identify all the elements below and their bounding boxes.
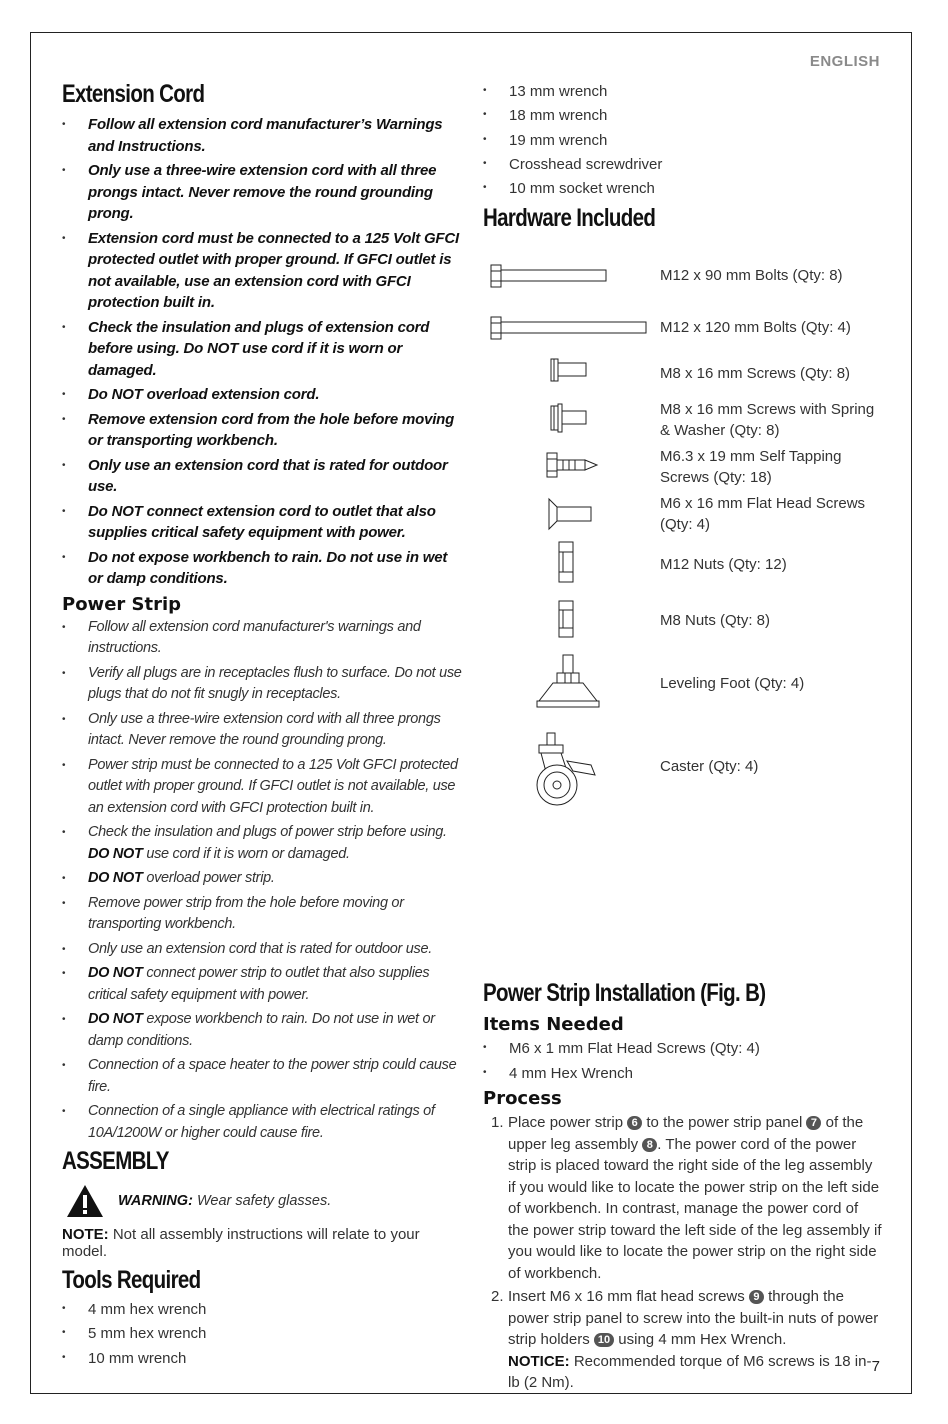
notice-label: NOTICE: <box>508 1352 570 1370</box>
hardware-label: M12 x 90 mm Bolts (Qty: 8) <box>660 267 843 285</box>
list-item: • Only use a three-wire extension cord with all three prongs intact. Never remove the round grounding prong. <box>62 160 462 225</box>
step-number: 1. <box>491 1114 504 1132</box>
hardware-label: M8 x 16 mm Screws with Spring & Washer (Qty: 8) <box>660 401 875 440</box>
extension-cord-heading: Extension Cord <box>62 80 205 108</box>
tools-required-heading: Tools Required <box>62 1266 201 1294</box>
page-number: 7 <box>871 1358 880 1375</box>
power-strip-heading: Power Strip <box>62 593 182 615</box>
list-item: • Do NOT overload extension cord. <box>62 384 462 406</box>
do-not-label: DO NOT <box>88 845 143 862</box>
warning-text <box>118 1193 331 1209</box>
list-item: • Connection of a single appliance with electrical ratings of 10A/1200W or higher could cause fire. <box>62 1101 462 1144</box>
list-item <box>62 868 462 890</box>
note-text: Not all assembly instructions will relate to your model. <box>62 1226 420 1260</box>
do-not-label: DO NOT <box>88 1011 143 1027</box>
step-text: to the power strip panel <box>642 1114 807 1132</box>
hardware-included-heading: Hardware Included <box>483 204 656 233</box>
list-item-text: connect power strip to outlet that also supplies critical safety equipment with power. <box>88 965 430 1003</box>
list-item <box>62 963 462 1006</box>
process-steps <box>483 1112 883 1394</box>
part-number-badge: 9 <box>749 1290 764 1304</box>
items-needed-list <box>483 1037 883 1086</box>
screw-icon <box>549 357 589 383</box>
list-item: • 10 mm wrench <box>62 1347 462 1371</box>
list-item: • Do NOT connect extension cord to outlet that also supplies critical safety equipment with power. <box>62 501 462 544</box>
tools-list-left <box>62 1298 462 1371</box>
list-item-text: Check the insulation and plugs of power strip before using. <box>88 824 447 840</box>
list-item: • Only use an extension cord that is rated for outdoor use. <box>62 455 462 498</box>
process-heading: Process <box>483 1088 562 1110</box>
note <box>62 1226 462 1260</box>
m8-nut-icon <box>557 599 577 639</box>
list-item-text: use cord if it is worn or damaged. <box>146 845 350 862</box>
caster-icon <box>529 731 601 811</box>
list-item: • Follow all extension cord manufacturer’s Warnings and Instructions. <box>62 114 462 157</box>
list-item: • 4 mm hex wrench <box>62 1298 462 1322</box>
right-column <box>483 80 883 1396</box>
notice-text: Recommended torque of M6 screws is 18 in-lb (2 Nm). <box>508 1352 872 1392</box>
hardware-list <box>483 245 883 805</box>
extension-cord-list <box>62 114 462 590</box>
list-item: • 18 mm wrench <box>483 104 883 128</box>
assembly-heading: ASSEMBLY <box>62 1147 169 1175</box>
part-number-badge: 6 <box>627 1116 642 1130</box>
m12-nut-icon <box>557 540 577 584</box>
list-item: • 13 mm wrench <box>483 80 883 104</box>
bolt-120-icon <box>489 315 649 341</box>
bolt-90-icon <box>489 263 609 289</box>
part-number-badge: 7 <box>806 1116 821 1130</box>
list-item: • 4 mm Hex Wrench <box>483 1062 883 1086</box>
step-number: 2. <box>491 1288 504 1306</box>
spring-washer-screw-icon <box>549 403 589 433</box>
list-item: • Remove power strip from the hole before moving or transporting workbench. <box>62 893 462 936</box>
list-item: • Power strip must be connected to a 125 Volt GFCI protected outlet with proper ground. If GFCI outlet is not available, use an extension cord with GFCI protection built in. <box>62 755 462 820</box>
do-not-label: DO NOT <box>88 870 143 886</box>
process-step <box>483 1112 883 1284</box>
list-item: • Only use a three-wire extension cord with all three prongs intact. Never remove the round grounding prong. <box>62 709 462 752</box>
step-text: using 4 mm Hex Wrench. <box>614 1331 787 1349</box>
list-item-text: expose workbench to rain. Do not use in wet or damp conditions. <box>88 1011 435 1049</box>
list-item: • Follow all extension cord manufacturer's warnings and instructions. <box>62 617 462 660</box>
left-column <box>62 80 462 1371</box>
step-text: through the power strip panel to screw into the built-in nuts of power strip holders <box>508 1288 879 1349</box>
list-item: • Remove extension cord from the hole before moving or transporting workbench. <box>62 409 462 452</box>
warning-label: WARNING: <box>118 1193 193 1209</box>
hardware-label: M6 x 16 mm Flat Head Screws (Qty: 4) <box>660 495 866 534</box>
step-text: of the upper leg assembly <box>508 1114 864 1153</box>
hardware-label: M12 x 120 mm Bolts (Qty: 4) <box>660 319 851 337</box>
list-item <box>62 1009 462 1052</box>
process-step <box>483 1286 883 1394</box>
list-item: • Extension cord must be connected to a 125 Volt GFCI protected outlet with proper ground. If GFCI outlet is not available, use an extension cord with GFCI protection built in. <box>62 228 462 314</box>
warning-message: Wear safety glasses. <box>192 1193 332 1209</box>
list-item: • Verify all plugs are in receptacles flush to surface. Do not use plugs that do not fit snugly in receptacles. <box>62 663 462 706</box>
list-item: • M6 x 1 mm Flat Head Screws (Qty: 4) <box>483 1037 883 1061</box>
step-text: Place power strip <box>508 1114 628 1132</box>
flat-head-screw-icon <box>547 497 595 531</box>
hardware-label: M12 Nuts (Qty: 12) <box>660 556 787 574</box>
hardware-label: M8 x 16 mm Screws (Qty: 8) <box>660 365 851 383</box>
list-item: • Check the insulation and plugs of extension cord before using. Do NOT use cord if it is worn or damaged. <box>62 317 462 382</box>
warning-triangle-icon <box>66 1184 104 1218</box>
items-needed-heading: Items Needed <box>483 1014 624 1036</box>
hardware-label: Leveling Foot (Qty: 4) <box>660 675 805 693</box>
step-text: . The power cord of the power strip is placed toward the right side of the leg assembly if you would like to locate the power strip on the left side of workbench. In contrast, manage the power cord of the power strip toward the left side of the leg assembly if you would like to locate the power strip on the right side of workbench. <box>508 1135 882 1282</box>
list-item <box>62 822 462 865</box>
hardware-label: M8 Nuts (Qty: 8) <box>660 612 771 630</box>
list-item: • Crosshead screwdriver <box>483 153 883 177</box>
notice <box>508 1351 883 1394</box>
part-number-badge: 10 <box>594 1333 614 1347</box>
note-label: NOTE: <box>62 1226 109 1243</box>
list-item: • 19 mm wrench <box>483 129 883 153</box>
step-text: Insert M6 x 16 mm flat head screws <box>508 1288 749 1306</box>
list-item: • 10 mm socket wrench <box>483 177 883 201</box>
list-item: • Connection of a space heater to the power strip could cause fire. <box>62 1055 462 1098</box>
hardware-label: Caster (Qty: 4) <box>660 758 759 776</box>
hardware-label: M6.3 x 19 mm Self Tapping Screws (Qty: 18) <box>660 448 842 487</box>
list-item: • Only use an extension cord that is rated for outdoor use. <box>62 939 462 961</box>
leveling-foot-icon <box>535 653 601 713</box>
do-not-label: DO NOT <box>88 965 143 981</box>
list-item: • 5 mm hex wrench <box>62 1322 462 1346</box>
warning-callout <box>66 1184 462 1218</box>
list-item: • Do not expose workbench to rain. Do not use in wet or damp conditions. <box>62 547 462 590</box>
tools-list-right <box>483 80 883 201</box>
list-item-text: overload power strip. <box>146 870 275 886</box>
part-number-badge: 8 <box>642 1138 657 1152</box>
language-label: ENGLISH <box>809 53 880 70</box>
self-tapping-screw-icon <box>545 451 601 479</box>
power-strip-installation-heading: Power Strip Installation (Fig. B) <box>483 979 766 1008</box>
power-strip-list <box>62 617 462 1145</box>
